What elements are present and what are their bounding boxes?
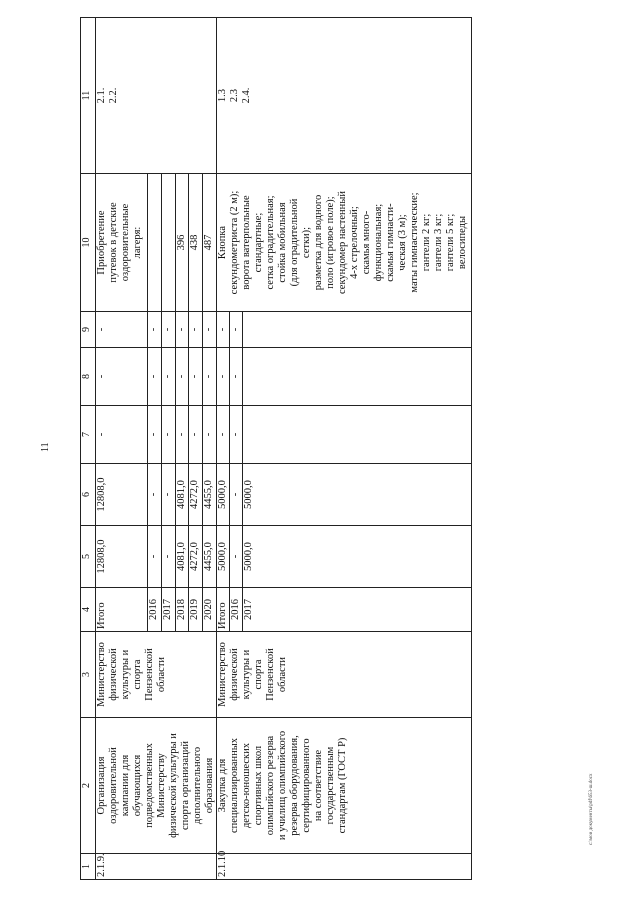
value-cell: -: [203, 348, 217, 406]
value-cell: -: [96, 406, 148, 464]
year-cell: Итого: [96, 588, 148, 632]
count-cell: 438: [189, 174, 203, 312]
value-cell: -: [189, 348, 203, 406]
col-header: 9: [81, 312, 96, 348]
value-cell: 5000,0: [243, 526, 472, 588]
table-row: [96, 18, 148, 880]
value-cell: 4272,0: [189, 464, 203, 526]
item-cell: Приобретение путевок в детские оздоровительные лагеря:: [96, 174, 148, 312]
value-cell: -: [161, 526, 175, 588]
value-cell: [243, 348, 472, 406]
col-header: 10: [81, 174, 96, 312]
row-links: 1.3 2.3 2.4.: [217, 18, 472, 174]
value-cell: -: [148, 406, 162, 464]
value-cell: -: [96, 312, 148, 348]
value-cell: -: [148, 348, 162, 406]
row-executor: Министерство физической культуры и спорта Пензенской области: [96, 632, 217, 718]
value-cell: -: [189, 312, 203, 348]
col-header: 7: [81, 406, 96, 464]
value-cell: -: [217, 406, 230, 464]
year-cell: 2016: [148, 588, 162, 632]
count-cell: 396: [175, 174, 189, 312]
row-executor: Министерство физической культуры и спорта Пензенской области: [217, 632, 472, 718]
page-number: 11: [40, 442, 51, 452]
value-cell: -: [217, 312, 230, 348]
value-cell: [243, 406, 472, 464]
value-cell: 12808,0: [96, 464, 148, 526]
col-header: 3: [81, 632, 96, 718]
year-cell: 2016: [230, 588, 243, 632]
col-header: 11: [81, 18, 96, 174]
col-header: 6: [81, 464, 96, 526]
value-cell: -: [161, 406, 175, 464]
value-cell: 4081,0: [175, 464, 189, 526]
value-cell: -: [189, 406, 203, 464]
value-cell: -: [230, 526, 243, 588]
program-table: [80, 17, 472, 880]
value-cell: -: [230, 406, 243, 464]
value-cell: -: [230, 312, 243, 348]
value-cell: 12808,0: [96, 526, 148, 588]
value-cell: 5000,0: [243, 464, 472, 526]
value-cell: [243, 312, 472, 348]
value-cell: 4272,0: [189, 526, 203, 588]
value-cell: -: [148, 526, 162, 588]
value-cell: -: [203, 406, 217, 464]
value-cell: -: [96, 348, 148, 406]
count-cell: [161, 174, 175, 312]
col-header: 2: [81, 718, 96, 854]
value-cell: -: [161, 348, 175, 406]
header-row: [81, 18, 96, 880]
value-cell: 4455,0: [203, 464, 217, 526]
value-cell: -: [203, 312, 217, 348]
col-header: 4: [81, 588, 96, 632]
value-cell: -: [230, 348, 243, 406]
year-cell: Итого: [217, 588, 230, 632]
col-header: 8: [81, 348, 96, 406]
row-description: Организация оздоровительной кампании для обучающихся подведомственных Министерству физической культуры и спорта организаций дополнительного образования: [96, 718, 217, 854]
value-cell: -: [175, 406, 189, 464]
value-cell: -: [161, 312, 175, 348]
value-cell: -: [148, 464, 162, 526]
value-cell: -: [175, 312, 189, 348]
rotated-page: [80, 18, 590, 880]
value-cell: -: [148, 312, 162, 348]
count-cell: [148, 174, 162, 312]
row-code: 2.1.9.: [96, 854, 217, 880]
count-cell: 487: [203, 174, 217, 312]
year-cell: 2018: [175, 588, 189, 632]
value-cell: -: [217, 348, 230, 406]
table-row: [217, 18, 230, 880]
value-cell: 4081,0: [175, 526, 189, 588]
row-code: 2.1.10: [217, 854, 472, 880]
file-path-footer: c:\мои документы\pdf\653-ш.docx: [589, 773, 594, 845]
value-cell: -: [175, 348, 189, 406]
row-description: Закупка для специализированных детско-юношеских спортивных школ олимпийского резерва и училищ олимпийского резерва оборудования, сертифицированного на соответствие государственным стандартам (ГОСТ Р): [217, 718, 472, 854]
col-header: 1: [81, 854, 96, 880]
item-cell: Кнопка секундометриста (2 м); ворота ватерпольные стандартные; сетка оградительная; стойка мобильная (для оградительной сетки); разметка для водного поло (игровое поле); секундомер настенный 4-х стрелочный; скамья много- функциональная; скамья гимнасти- ческая (3 м); маты гимнастические; гантели 2 кг; гантели 3 кг; гантели 5 кг; велосипеды: [217, 174, 472, 312]
row-links: 2.1. 2.2.: [96, 18, 217, 174]
value-cell: 5000,0: [217, 526, 230, 588]
year-cell: 2020: [203, 588, 217, 632]
value-cell: -: [161, 464, 175, 526]
value-cell: 5000,0: [217, 464, 230, 526]
year-cell: 2019: [189, 588, 203, 632]
value-cell: -: [230, 464, 243, 526]
value-cell: 4455,0: [203, 526, 217, 588]
col-header: 5: [81, 526, 96, 588]
year-cell: 2017: [161, 588, 175, 632]
year-cell: 2017: [243, 588, 472, 632]
